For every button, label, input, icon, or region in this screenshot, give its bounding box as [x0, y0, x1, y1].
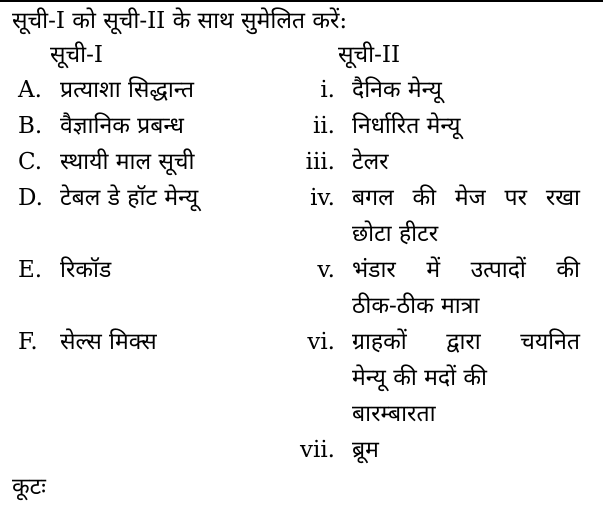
list2-item-line: ठीक-ठीक मात्रा [352, 293, 480, 319]
list2-item-line: छोटा हीटर [352, 221, 439, 247]
list2-item [352, 180, 580, 252]
list2-item-line: टेलर [352, 149, 389, 175]
list2-label: vi. [307, 329, 335, 355]
list1-label: D. [18, 185, 43, 211]
list1-item: प्रत्याशा सिद्धान्त [60, 77, 194, 103]
list2-item-line: ग्राहकों द्वारा चयनित [352, 329, 580, 355]
list1-item: सेल्स मिक्स [60, 329, 157, 355]
key-label: कूटः [12, 474, 46, 500]
list2-label: iv. [310, 185, 335, 211]
list2-item [352, 144, 580, 180]
list2-item-line: बारम्बारता [352, 401, 436, 427]
list1-heading: सूची-I [50, 42, 103, 68]
list1-label: B. [18, 113, 43, 139]
list1-item: रिकॉड [60, 257, 112, 283]
list2-item-line: निर्धारित मेन्यू [352, 113, 461, 139]
top-rule [0, 0, 603, 2]
list2-label: ii. [312, 113, 335, 139]
list2-item [352, 252, 580, 324]
list2-item [352, 72, 580, 108]
list1-label: C. [18, 149, 43, 175]
list1-item: स्थायी माल सूची [60, 149, 195, 175]
list2-item-line: मेन्यू की मदों की [352, 365, 487, 391]
list2-item-line: भंडार में उत्पादों की [352, 257, 580, 283]
list2-item [352, 108, 580, 144]
list2-item [352, 432, 580, 468]
list2-label: v. [317, 257, 335, 283]
list2-label: iii. [305, 149, 335, 175]
list2-label: vii. [299, 437, 335, 463]
list2-item-line: दैनिक मेन्यू [352, 77, 442, 103]
list2-item-line: बगल की मेज पर रखा [352, 185, 580, 211]
list1-item: टेबल डे हॉट मेन्यू [60, 185, 199, 211]
list2-heading: सूची-II [338, 42, 401, 68]
list1-item: वैज्ञानिक प्रबन्ध [60, 113, 184, 139]
list1-label: F. [18, 329, 38, 355]
list2-label: i. [320, 77, 335, 103]
list2-item-line: ब्रूम [352, 437, 379, 463]
list2-item [352, 324, 580, 432]
list1-label: E. [18, 257, 43, 283]
list1-label: A. [18, 77, 42, 103]
question-text: सूची-I को सूची-II के साथ सुमेलित करें: [12, 8, 348, 34]
